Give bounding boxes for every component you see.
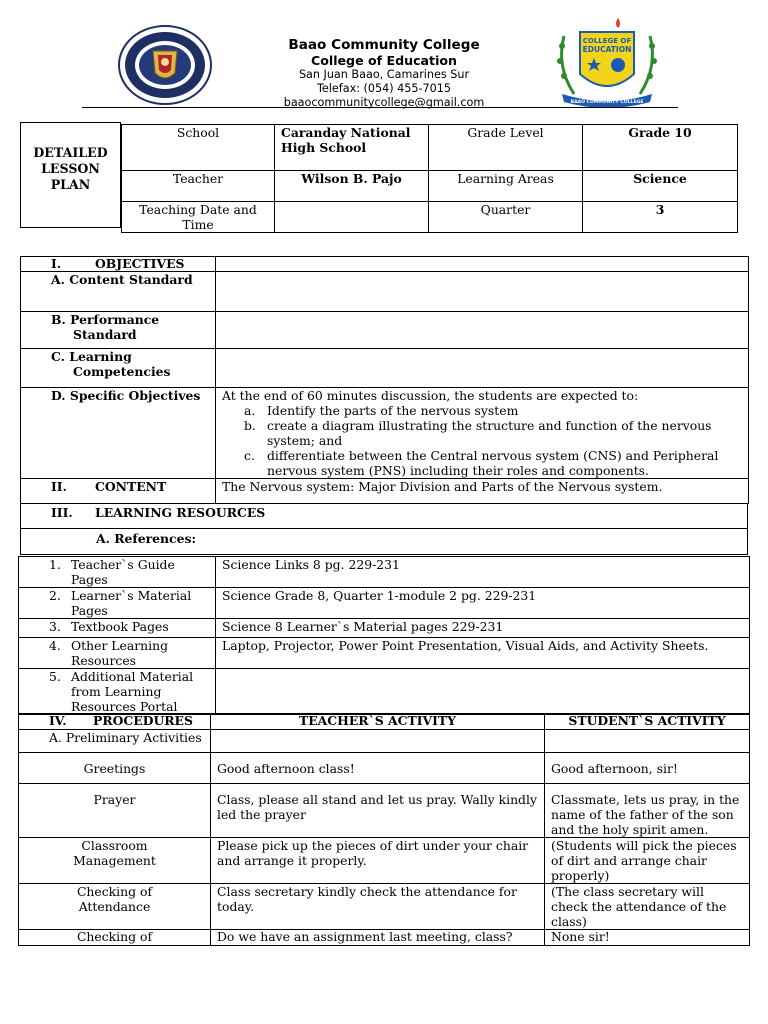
- date-value: [275, 202, 429, 233]
- grade-label: Grade Level: [429, 125, 583, 171]
- school-value: Caranday National High School: [275, 125, 429, 171]
- resource-num: 3.: [49, 619, 61, 634]
- content-value: The Nervous system: Major Division and Parts of the Nervous system.: [216, 479, 749, 504]
- procedures-table: [18, 713, 750, 946]
- college-of-education-logo: [552, 16, 662, 108]
- objective-text: create a diagram illustrating the structure and function of the nervous system; and: [267, 418, 712, 448]
- resource-num: 4.: [49, 638, 61, 653]
- objective-letter: c.: [244, 448, 255, 463]
- procedure-step-label: Prayer: [19, 784, 211, 838]
- teacher-activity: Please pick up the pieces of dirt under your chair and arrange it properly.: [211, 838, 545, 884]
- content-standard-value: [216, 272, 749, 312]
- resources-num: III.: [51, 505, 73, 520]
- student-activity: (Students will pick the pieces of dirt and arrange chair properly): [545, 838, 750, 884]
- area-label: Learning Areas: [429, 171, 583, 202]
- resource-row-label: [19, 619, 216, 638]
- procedure-step-label: Classroom Management: [19, 838, 211, 884]
- procedure-step-label: Checking of Attendance: [19, 884, 211, 930]
- plan-label: DETAILED LESSON PLAN: [33, 145, 108, 192]
- references-heading: [20, 528, 748, 555]
- objectives-heading: [21, 257, 216, 272]
- resource-num: 5.: [49, 669, 61, 684]
- specific-objectives-value: [216, 388, 749, 479]
- student-activity: Classmate, lets us pray, in the name of the father of the son and the holy spirit amen.: [545, 784, 750, 838]
- objective-item: [222, 448, 742, 478]
- performance-standard-value: [216, 312, 749, 349]
- logo-text-top: COLLEGE OF: [582, 37, 632, 45]
- teacher-activity: Good afternoon class!: [211, 753, 545, 784]
- plan-label-box: [20, 122, 121, 228]
- preliminary-teacher-blank: [211, 730, 545, 753]
- letterhead: [200, 38, 568, 110]
- objective-list: [222, 403, 742, 478]
- resource-label: Additional Material from Learning Resources Portal: [71, 669, 194, 714]
- objective-letter: b.: [244, 418, 256, 433]
- resource-row-label: [19, 638, 216, 669]
- preliminary-student-blank: [545, 730, 750, 753]
- objectives-num: I.: [51, 256, 62, 271]
- resource-label: Learner`s Material Pages: [71, 588, 192, 618]
- procedures-num: IV.: [49, 713, 67, 728]
- learning-competencies-line2: Competencies: [73, 364, 171, 379]
- teacher-activity: Class, please all stand and let us pray. Wally kindly led the prayer: [211, 784, 545, 838]
- resource-value: [216, 669, 750, 715]
- email-link[interactable]: baaocommunitycollege@gmail.com: [283, 96, 485, 109]
- objective-text: differentiate between the Central nervous system (CNS) and Peripheral nervous system (PNS) including their roles and components.: [267, 448, 719, 478]
- header-divider: [82, 107, 678, 108]
- teacher-activity-header: TEACHER`S ACTIVITY: [211, 714, 545, 730]
- student-activity: Good afternoon, sir!: [545, 753, 750, 784]
- learning-competencies-label: [21, 349, 216, 388]
- student-activity: (The class secretary will check the attendance of the class): [545, 884, 750, 930]
- resource-num: 2.: [49, 588, 61, 603]
- resource-label: Textbook Pages: [71, 619, 169, 634]
- resource-value: Science 8 Learner`s Material pages 229-231: [216, 619, 750, 638]
- references-label: A. References:: [96, 531, 197, 546]
- performance-standard-label: [21, 312, 216, 349]
- student-activity-header: STUDENT`S ACTIVITY: [545, 714, 750, 730]
- resources-table: [18, 556, 750, 715]
- resources-title: LEARNING RESOURCES: [95, 505, 266, 520]
- performance-standard-line1: B. Performance: [51, 312, 160, 327]
- objective-text: Identify the parts of the nervous system: [267, 403, 519, 418]
- procedure-step-label: Greetings: [19, 753, 211, 784]
- objective-letter: a.: [244, 403, 256, 418]
- teacher-value: Wilson B. Pajo: [275, 171, 429, 202]
- baao-community-college-seal: [118, 25, 212, 105]
- learning-competencies-value: [216, 349, 749, 388]
- student-activity: None sir!: [545, 930, 750, 946]
- college-name: Baao Community College: [288, 37, 480, 53]
- objectives-heading-blank: [216, 257, 749, 272]
- resource-value: Laptop, Projector, Power Point Presentation, Visual Aids, and Activity Sheets.: [216, 638, 750, 669]
- teacher-activity: Do we have an assignment last meeting, class?: [211, 930, 545, 946]
- quarter-value: 3: [583, 202, 738, 233]
- teacher-activity: Class secretary kindly check the attendance for today.: [211, 884, 545, 930]
- resource-value: Science Grade 8, Quarter 1-module 2 pg. 229-231: [216, 588, 750, 619]
- logo-text-bottom: EDUCATION: [582, 45, 632, 54]
- content-standard-label: A. Content Standard: [21, 272, 216, 312]
- area-value: Science: [583, 171, 738, 202]
- procedures-heading: [19, 714, 211, 730]
- info-table: [121, 124, 738, 233]
- objectives-title: OBJECTIVES: [95, 256, 185, 271]
- content-heading: [21, 479, 216, 504]
- performance-standard-line2: Standard: [73, 327, 137, 342]
- learning-resources-heading: [20, 503, 748, 529]
- objective-item: [222, 418, 742, 448]
- grade-value: Grade 10: [583, 125, 738, 171]
- resource-value: Science Links 8 pg. 229-231: [216, 557, 750, 588]
- quarter-label: Quarter: [429, 202, 583, 233]
- department-name: College of Education: [310, 53, 458, 68]
- school-label: School: [122, 125, 275, 171]
- objectives-table: [20, 256, 749, 504]
- learning-competencies-line1: C. Learning: [51, 349, 132, 364]
- logo-ribbon-text: BAAO COMMUNITY COLLEGE: [570, 100, 644, 105]
- teacher-label: Teacher: [122, 171, 275, 202]
- preliminary-activities-label: A. Preliminary Activities: [19, 730, 211, 753]
- specific-objectives-intro: At the end of 60 minutes discussion, the students are expected to:: [222, 388, 639, 403]
- resource-row-label: [19, 557, 216, 588]
- procedures-title: PROCEDURES: [93, 713, 193, 728]
- content-title: CONTENT: [95, 479, 167, 494]
- procedure-step-label: Checking of: [19, 930, 211, 946]
- resource-num: 1.: [49, 557, 61, 572]
- resource-label: Other Learning Resources: [71, 638, 169, 668]
- resource-row-label: [19, 669, 216, 715]
- date-label: Teaching Date and Time: [122, 202, 275, 233]
- telefax: Telefax: (054) 455-7015: [316, 82, 452, 95]
- address: San Juan Baao, Camarines Sur: [298, 68, 470, 81]
- resource-label: Teacher`s Guide Pages: [71, 557, 175, 587]
- resource-row-label: [19, 588, 216, 619]
- specific-objectives-label: D. Specific Objectives: [21, 388, 216, 479]
- content-num: II.: [51, 479, 67, 494]
- objective-item: [222, 403, 742, 418]
